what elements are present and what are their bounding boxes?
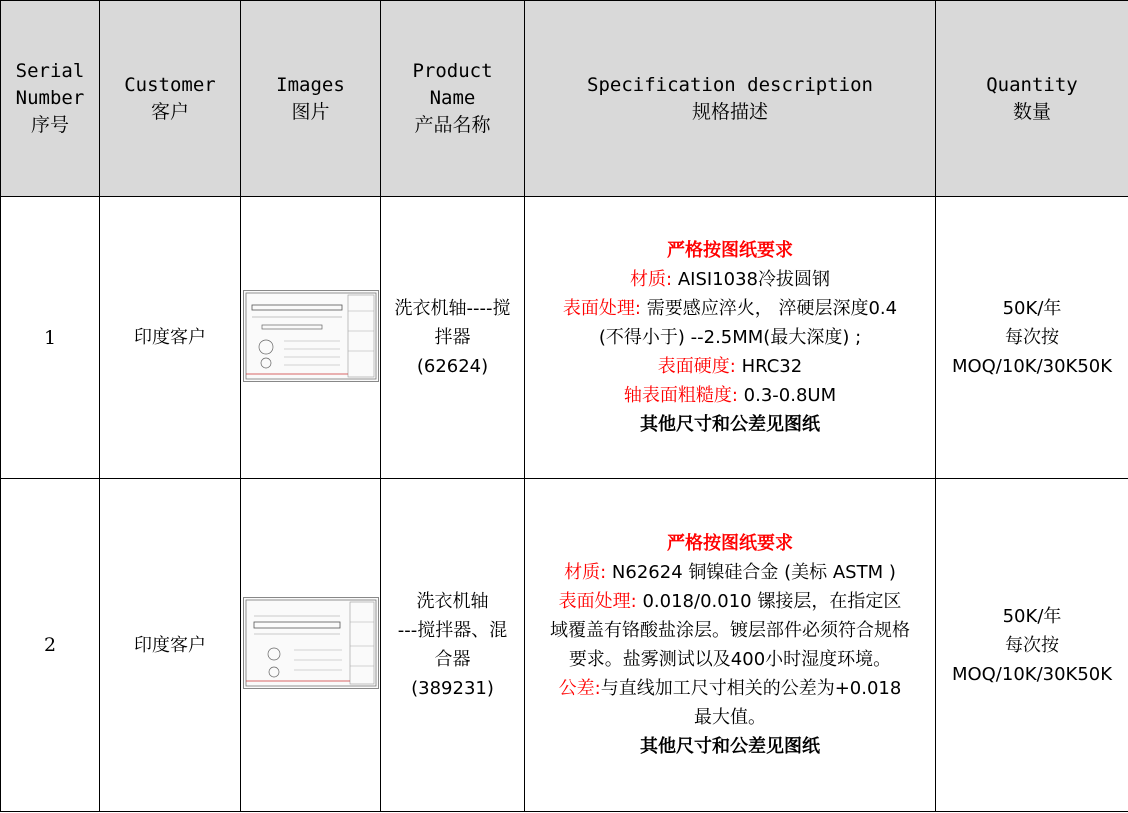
- header-quantity: Quantity 数量: [936, 1, 1128, 197]
- header-images: Images 图片: [241, 1, 381, 197]
- header-product-name: Product Name 产品名称: [381, 1, 525, 197]
- quantity-cell: 50K/年 每次按 MOQ/10K/30K50K: [936, 479, 1128, 812]
- table-row: [1, 197, 1128, 479]
- technical-drawing-thumbnail-icon[interactable]: [243, 290, 379, 382]
- product-name-cell: 洗衣机轴 ---搅拌器、混 合器 (389231): [381, 479, 525, 812]
- header-customer: Customer 客户: [100, 1, 241, 197]
- technical-drawing-thumbnail-icon[interactable]: [243, 597, 379, 689]
- quantity-cell: 50K/年 每次按 MOQ/10K/30K50K: [936, 197, 1128, 479]
- serial-number-cell: 2: [1, 479, 100, 812]
- header-row: [1, 1, 1128, 197]
- table-row: [1, 479, 1128, 812]
- image-cell: [241, 197, 381, 479]
- specification-cell: 严格按图纸要求 材质: AISI1038冷拔圆钢 表面处理: 需要感应淬火， 淬硬层深度0.4 (不得小于) --2.5MM(最大深度) ; 表面硬度: HRC32 轴表面粗糙度: 0.3-0.8UM 其他尺寸和公差见图纸: [525, 197, 936, 479]
- customer-cell: 印度客户: [100, 197, 241, 479]
- header-specification: Specification description 规格描述: [525, 1, 936, 197]
- product-name-cell: 洗衣机轴----搅 拌器 (62624): [381, 197, 525, 479]
- serial-number-cell: 1: [1, 197, 100, 479]
- image-cell: [241, 479, 381, 812]
- header-serial: Serial Number 序号: [1, 1, 100, 197]
- specification-cell: 严格按图纸要求 材质: N62624 铜镍硅合金 (美标 ASTM ) 表面处理: 0.018/0.010 镙接层，在指定区 域覆盖有铬酸盐涂层。镀层部件必须符合规格 要求。盐雾测试以及400小时湿度环境。 公差:与直线加工尺寸相关的公差为+0.018 最大值。 其他尺寸和公差见图纸: [525, 479, 936, 812]
- customer-cell: 印度客户: [100, 479, 241, 812]
